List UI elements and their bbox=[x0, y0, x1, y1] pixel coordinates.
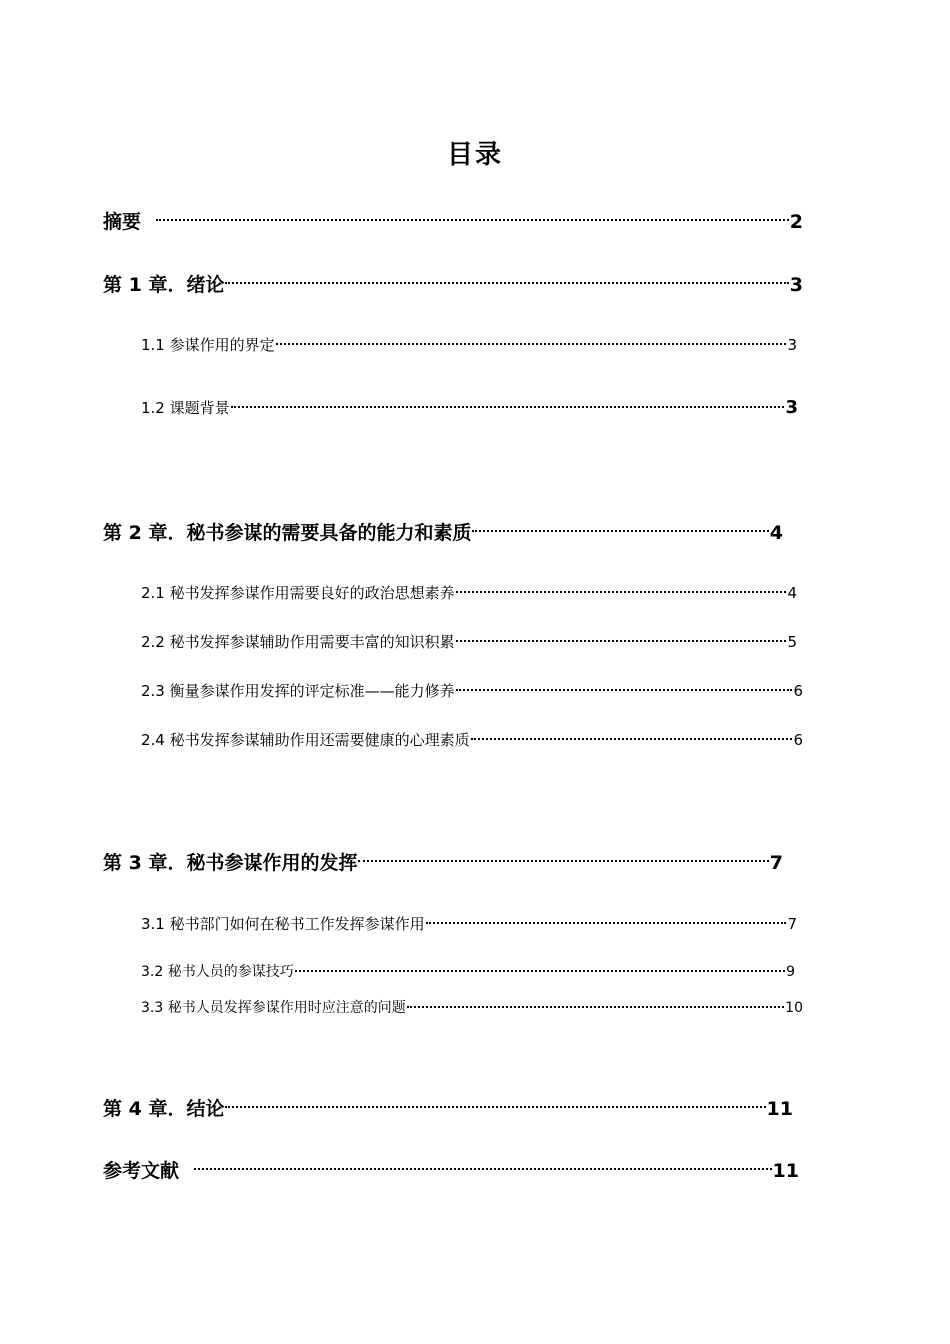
toc-entry-page: 11 bbox=[766, 1097, 793, 1120]
toc-entry-label: 2.2 秘书发挥参谋辅助作用需要丰富的知识积累 bbox=[141, 632, 455, 651]
toc-entry-section-3-1[interactable] bbox=[141, 910, 797, 934]
toc-entry-label: 2.1 秘书发挥参谋作用需要良好的政治思想素养 bbox=[141, 583, 455, 602]
toc-entry-label: 3.1 秘书部门如何在秘书工作发挥参谋作用 bbox=[141, 914, 425, 933]
toc-entry-label: 3.2 秘书人员的参谋技巧 bbox=[141, 964, 294, 981]
toc-entry-label: 2.4 秘书发挥参谋辅助作用还需要健康的心理素质 bbox=[141, 730, 470, 749]
toc-leader bbox=[194, 1147, 772, 1170]
toc-entry-page: 4 bbox=[769, 521, 783, 544]
toc-entry-section-2-3[interactable] bbox=[141, 677, 803, 701]
toc-entry-chapter-2[interactable] bbox=[103, 516, 783, 545]
toc-entry-page: 7 bbox=[769, 851, 783, 874]
toc-entry-page: 6 bbox=[793, 681, 803, 700]
toc-entry-label: 参考文献 bbox=[103, 1159, 180, 1182]
toc-leader bbox=[225, 1085, 765, 1108]
toc-entry-page: 9 bbox=[786, 964, 795, 981]
toc-entry-page: 6 bbox=[793, 730, 803, 749]
toc-leader bbox=[426, 906, 787, 925]
toc-entry-section-1-1[interactable] bbox=[141, 331, 797, 355]
toc-entry-page: 2 bbox=[789, 210, 803, 233]
toc-entry-section-2-1[interactable] bbox=[141, 579, 797, 603]
toc-entry-label: 第 4 章．结论 bbox=[103, 1097, 225, 1120]
toc-entry-references[interactable] bbox=[103, 1154, 799, 1183]
toc-leader bbox=[358, 839, 768, 862]
toc-entry-label: 摘要 bbox=[103, 210, 142, 233]
toc-entry-page: 10 bbox=[785, 1000, 803, 1017]
toc-entry-label: 3.3 秘书人员发挥参谋作用时应注意的问题 bbox=[141, 1000, 406, 1017]
toc-title: 目录 bbox=[446, 140, 503, 170]
toc-entry-page: 3 bbox=[785, 396, 798, 418]
toc-entry-page: 3 bbox=[789, 273, 803, 296]
toc-leader bbox=[472, 509, 768, 532]
toc-entry-label: 第 2 章．秘书参谋的需要具备的能力和素质 bbox=[103, 521, 472, 544]
toc-leader bbox=[156, 198, 789, 221]
toc-entry-label: 第 3 章．秘书参谋作用的发挥 bbox=[103, 851, 358, 874]
toc-leader bbox=[471, 722, 793, 741]
toc-entry-page: 3 bbox=[787, 335, 797, 354]
toc-entry-chapter-3[interactable] bbox=[103, 846, 783, 875]
toc-entry-label: 1.1 参谋作用的界定 bbox=[141, 335, 275, 354]
toc-entry-page: 7 bbox=[787, 914, 797, 933]
toc-entry-page: 5 bbox=[787, 632, 797, 651]
toc-leader bbox=[225, 261, 788, 284]
toc-entry-label: 第 1 章．绪论 bbox=[103, 273, 225, 296]
toc-entry-section-1-2[interactable] bbox=[141, 394, 798, 418]
toc-entry-section-3-3[interactable] bbox=[141, 995, 803, 1017]
toc-entry-chapter-1[interactable] bbox=[103, 268, 803, 297]
toc-leader bbox=[407, 991, 784, 1008]
toc-entry-page: 4 bbox=[787, 583, 797, 602]
toc-leader bbox=[456, 575, 787, 594]
toc-entry-abstract[interactable] bbox=[103, 205, 803, 234]
toc-leader bbox=[231, 390, 785, 409]
toc-leader bbox=[276, 327, 787, 346]
toc-entry-section-3-2[interactable] bbox=[141, 959, 795, 981]
toc-leader bbox=[456, 624, 787, 643]
toc-entry-page: 11 bbox=[772, 1159, 799, 1182]
toc-entry-label: 1.2 课题背景 bbox=[141, 398, 230, 417]
toc-entry-label: 2.3 衡量参谋作用发挥的评定标准——能力修养 bbox=[141, 681, 455, 700]
toc-leader bbox=[295, 955, 785, 972]
toc-leader bbox=[456, 673, 793, 692]
toc-entry-section-2-4[interactable] bbox=[141, 726, 803, 750]
toc-entry-chapter-4[interactable] bbox=[103, 1092, 793, 1121]
toc-entry-section-2-2[interactable] bbox=[141, 628, 797, 652]
